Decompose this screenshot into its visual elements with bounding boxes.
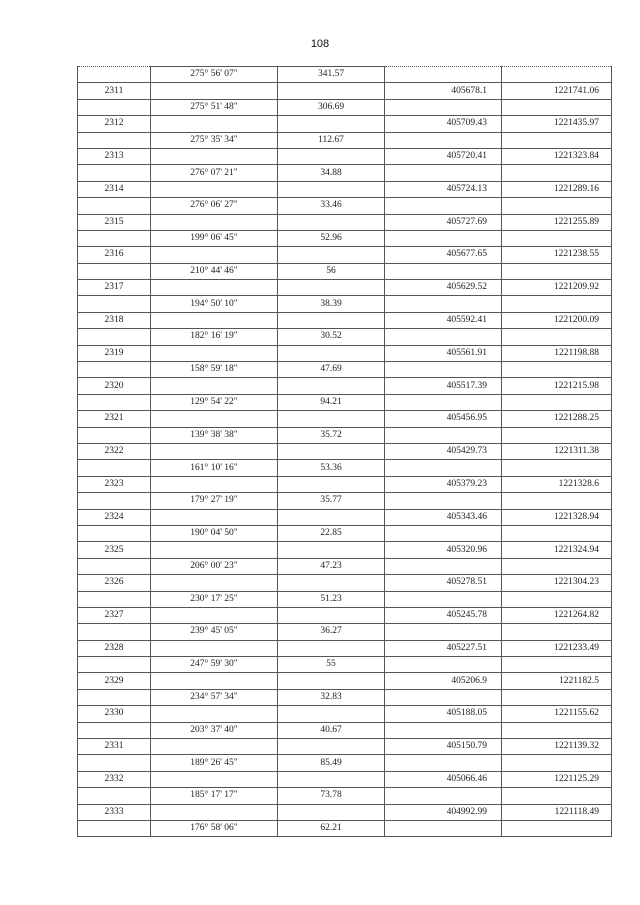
table-row-station: [78, 771, 612, 787]
station-cell: 2330: [78, 706, 151, 722]
northing-cell: 405724.13: [385, 181, 502, 197]
bearing-cell: 158° 59' 18": [151, 362, 278, 378]
station-cell: [78, 296, 151, 312]
bearing-cell: 194° 50' 10": [151, 296, 278, 312]
table-row-station: [78, 476, 612, 492]
station-cell: [78, 657, 151, 673]
table-row-station: [78, 148, 612, 164]
table-row-station: [78, 542, 612, 558]
station-cell: 2318: [78, 312, 151, 328]
table-row-segment: [78, 394, 612, 410]
distance-cell: 35.77: [278, 493, 385, 509]
table-row-station: [78, 116, 612, 132]
northing-cell: [385, 99, 502, 115]
distance-cell: [278, 83, 385, 99]
easting-cell: [502, 657, 612, 673]
station-cell: [78, 820, 151, 836]
station-cell: 2324: [78, 509, 151, 525]
distance-cell: [278, 411, 385, 427]
bearing-cell: 276° 06' 27": [151, 198, 278, 214]
easting-cell: [502, 67, 612, 83]
easting-cell: 1221255.89: [502, 214, 612, 230]
table-row-segment: [78, 296, 612, 312]
station-cell: [78, 460, 151, 476]
table-row-station: [78, 640, 612, 656]
bearing-cell: [151, 509, 278, 525]
bearing-cell: [151, 476, 278, 492]
easting-cell: 1221304.23: [502, 575, 612, 591]
bearing-cell: 185° 17' 17": [151, 788, 278, 804]
table-row-segment: [78, 230, 612, 246]
northing-cell: 405629.52: [385, 280, 502, 296]
northing-cell: [385, 558, 502, 574]
distance-cell: [278, 116, 385, 132]
distance-cell: 52.96: [278, 230, 385, 246]
northing-cell: [385, 493, 502, 509]
station-cell: 2319: [78, 345, 151, 361]
easting-cell: 1221233.49: [502, 640, 612, 656]
distance-cell: [278, 771, 385, 787]
table-row-station: [78, 575, 612, 591]
distance-cell: 51.23: [278, 591, 385, 607]
table-row-station: [78, 673, 612, 689]
station-cell: [78, 558, 151, 574]
distance-cell: [278, 312, 385, 328]
table-row-segment: [78, 525, 612, 541]
bearing-cell: [151, 148, 278, 164]
easting-cell: 1221209.92: [502, 280, 612, 296]
bearing-cell: [151, 673, 278, 689]
station-cell: [78, 132, 151, 148]
table-row-segment: [78, 558, 612, 574]
northing-cell: 405379.23: [385, 476, 502, 492]
station-cell: 2313: [78, 148, 151, 164]
northing-cell: [385, 788, 502, 804]
station-cell: 2325: [78, 542, 151, 558]
bearing-cell: [151, 247, 278, 263]
distance-cell: [278, 804, 385, 820]
northing-cell: 405720.41: [385, 148, 502, 164]
northing-cell: [385, 230, 502, 246]
bearing-cell: [151, 739, 278, 755]
distance-cell: [278, 509, 385, 525]
distance-cell: 30.52: [278, 329, 385, 345]
northing-cell: [385, 198, 502, 214]
distance-cell: 47.69: [278, 362, 385, 378]
table-row-segment: [78, 427, 612, 443]
bearing-cell: 247° 59' 30": [151, 657, 278, 673]
distance-cell: 53.36: [278, 460, 385, 476]
bearing-cell: [151, 575, 278, 591]
table-row-station: [78, 607, 612, 623]
table-row-segment: [78, 788, 612, 804]
easting-cell: [502, 460, 612, 476]
station-cell: 2317: [78, 280, 151, 296]
easting-cell: [502, 362, 612, 378]
page-number: 108: [310, 38, 330, 50]
station-cell: 2321: [78, 411, 151, 427]
northing-cell: [385, 624, 502, 640]
bearing-cell: 179° 27' 19": [151, 493, 278, 509]
easting-cell: 1221323.84: [502, 148, 612, 164]
easting-cell: 1221264.82: [502, 607, 612, 623]
station-cell: [78, 788, 151, 804]
table-row-station: [78, 378, 612, 394]
northing-cell: 405066.46: [385, 771, 502, 787]
bearing-cell: 190° 04' 50": [151, 525, 278, 541]
station-cell: [78, 198, 151, 214]
easting-cell: 1221435.97: [502, 116, 612, 132]
distance-cell: [278, 476, 385, 492]
table-row-station: [78, 181, 612, 197]
table-row-segment: [78, 460, 612, 476]
easting-cell: 1221238.55: [502, 247, 612, 263]
table-row-station: [78, 247, 612, 263]
distance-cell: 35.72: [278, 427, 385, 443]
northing-cell: [385, 657, 502, 673]
bearing-cell: 161° 10' 16": [151, 460, 278, 476]
bearing-cell: [151, 542, 278, 558]
bearing-cell: [151, 411, 278, 427]
distance-cell: [278, 247, 385, 263]
bearing-cell: 275° 56' 07": [151, 67, 278, 83]
northing-cell: 405343.46: [385, 509, 502, 525]
station-cell: 2322: [78, 443, 151, 459]
table-row-segment: [78, 99, 612, 115]
station-cell: 2329: [78, 673, 151, 689]
bearing-cell: 210° 44' 46": [151, 263, 278, 279]
distance-cell: [278, 148, 385, 164]
northing-cell: [385, 394, 502, 410]
station-cell: 2311: [78, 83, 151, 99]
easting-cell: [502, 99, 612, 115]
northing-cell: 404992.99: [385, 804, 502, 820]
table-row-station: [78, 345, 612, 361]
distance-cell: [278, 607, 385, 623]
table-row-station: [78, 739, 612, 755]
table-row-segment: [78, 165, 612, 181]
table-row-segment: [78, 329, 612, 345]
station-cell: [78, 99, 151, 115]
table-row-station: [78, 706, 612, 722]
easting-cell: 1221125.29: [502, 771, 612, 787]
distance-cell: 341.57: [278, 67, 385, 83]
easting-cell: 1221155.62: [502, 706, 612, 722]
bearing-cell: 276° 07' 21": [151, 165, 278, 181]
easting-cell: [502, 755, 612, 771]
bearing-cell: [151, 771, 278, 787]
station-cell: [78, 230, 151, 246]
station-cell: [78, 394, 151, 410]
distance-cell: [278, 214, 385, 230]
table-row-segment: [78, 591, 612, 607]
distance-cell: 36.27: [278, 624, 385, 640]
station-cell: 2320: [78, 378, 151, 394]
bearing-cell: 239° 45' 05": [151, 624, 278, 640]
easting-cell: 1221200.09: [502, 312, 612, 328]
distance-cell: 40.67: [278, 722, 385, 738]
table-row-station: [78, 280, 612, 296]
bearing-cell: [151, 345, 278, 361]
easting-cell: [502, 296, 612, 312]
table-row-segment: [78, 755, 612, 771]
table-row-segment: [78, 689, 612, 705]
easting-cell: [502, 263, 612, 279]
station-cell: [78, 525, 151, 541]
northing-cell: [385, 460, 502, 476]
northing-cell: 405709.43: [385, 116, 502, 132]
station-cell: [78, 493, 151, 509]
easting-cell: [502, 591, 612, 607]
distance-cell: [278, 706, 385, 722]
northing-cell: [385, 362, 502, 378]
northing-cell: [385, 67, 502, 83]
distance-cell: 73.78: [278, 788, 385, 804]
distance-cell: 55: [278, 657, 385, 673]
northing-cell: 405561.91: [385, 345, 502, 361]
bearing-cell: [151, 312, 278, 328]
northing-cell: 405227.51: [385, 640, 502, 656]
table-row-station: [78, 411, 612, 427]
station-cell: 2327: [78, 607, 151, 623]
table-row-segment: [78, 657, 612, 673]
bearing-cell: [151, 443, 278, 459]
table-row-segment: [78, 132, 612, 148]
easting-cell: [502, 820, 612, 836]
station-cell: 2328: [78, 640, 151, 656]
northing-cell: [385, 132, 502, 148]
distance-cell: 22.85: [278, 525, 385, 541]
easting-cell: [502, 689, 612, 705]
distance-cell: [278, 575, 385, 591]
station-cell: [78, 624, 151, 640]
easting-cell: [502, 558, 612, 574]
table-row-station: [78, 312, 612, 328]
northing-cell: [385, 296, 502, 312]
bearing-cell: [151, 706, 278, 722]
easting-cell: [502, 132, 612, 148]
table-row-segment: [78, 362, 612, 378]
easting-cell: 1221741.06: [502, 83, 612, 99]
table-row-station: [78, 83, 612, 99]
easting-cell: 1221328.6: [502, 476, 612, 492]
station-cell: [78, 591, 151, 607]
station-cell: [78, 722, 151, 738]
northing-cell: 405592.41: [385, 312, 502, 328]
table-row-segment: [78, 493, 612, 509]
bearing-cell: [151, 804, 278, 820]
bearing-cell: 189° 26' 45": [151, 755, 278, 771]
station-cell: 2332: [78, 771, 151, 787]
distance-cell: 56: [278, 263, 385, 279]
station-cell: 2312: [78, 116, 151, 132]
distance-cell: 33.46: [278, 198, 385, 214]
northing-cell: [385, 263, 502, 279]
easting-cell: [502, 198, 612, 214]
table-row-segment: [78, 67, 612, 83]
distance-cell: 62.21: [278, 820, 385, 836]
distance-cell: [278, 542, 385, 558]
northing-cell: [385, 427, 502, 443]
station-cell: 2315: [78, 214, 151, 230]
bearing-cell: 129° 54' 22": [151, 394, 278, 410]
easting-cell: 1221311.38: [502, 443, 612, 459]
distance-cell: [278, 443, 385, 459]
bearing-cell: 182° 16' 19": [151, 329, 278, 345]
table-row-segment: [78, 263, 612, 279]
bearing-cell: 199° 06' 45": [151, 230, 278, 246]
table-row-station: [78, 443, 612, 459]
easting-cell: 1221215.98: [502, 378, 612, 394]
northing-cell: 405677.65: [385, 247, 502, 263]
easting-cell: 1221289.16: [502, 181, 612, 197]
distance-cell: [278, 673, 385, 689]
bearing-cell: [151, 83, 278, 99]
distance-cell: 94.21: [278, 394, 385, 410]
northing-cell: 405429.73: [385, 443, 502, 459]
easting-cell: [502, 525, 612, 541]
easting-cell: [502, 394, 612, 410]
bearing-cell: 275° 51' 48": [151, 99, 278, 115]
table-row-segment: [78, 722, 612, 738]
northing-cell: 405150.79: [385, 739, 502, 755]
station-cell: 2323: [78, 476, 151, 492]
station-cell: [78, 755, 151, 771]
northing-cell: [385, 165, 502, 181]
northing-cell: 405456.95: [385, 411, 502, 427]
bearing-cell: 275° 35' 34": [151, 132, 278, 148]
northing-cell: [385, 689, 502, 705]
northing-cell: [385, 755, 502, 771]
station-cell: [78, 427, 151, 443]
easting-cell: [502, 230, 612, 246]
table-row-segment: [78, 820, 612, 836]
distance-cell: [278, 181, 385, 197]
table-row-segment: [78, 624, 612, 640]
northing-cell: 405188.05: [385, 706, 502, 722]
easting-cell: [502, 165, 612, 181]
distance-cell: [278, 345, 385, 361]
easting-cell: 1221198.88: [502, 345, 612, 361]
distance-cell: [278, 640, 385, 656]
distance-cell: 306.69: [278, 99, 385, 115]
bearing-cell: 203° 37' 40": [151, 722, 278, 738]
northing-cell: 405727.69: [385, 214, 502, 230]
easting-cell: [502, 624, 612, 640]
northing-cell: 405206.9: [385, 673, 502, 689]
bearing-cell: 234° 57' 34": [151, 689, 278, 705]
easting-cell: 1221328.94: [502, 509, 612, 525]
table-row-station: [78, 509, 612, 525]
table-row-segment: [78, 198, 612, 214]
bearing-cell: 230° 17' 25": [151, 591, 278, 607]
distance-cell: 32.83: [278, 689, 385, 705]
station-cell: [78, 689, 151, 705]
bearing-cell: 139° 38' 38": [151, 427, 278, 443]
station-cell: [78, 165, 151, 181]
distance-cell: 85.49: [278, 755, 385, 771]
northing-cell: [385, 722, 502, 738]
easting-cell: 1221118.49: [502, 804, 612, 820]
bearing-cell: [151, 280, 278, 296]
northing-cell: 405245.78: [385, 607, 502, 623]
station-cell: 2316: [78, 247, 151, 263]
easting-cell: 1221324.94: [502, 542, 612, 558]
easting-cell: 1221182.5: [502, 673, 612, 689]
bearing-cell: 206° 00' 23": [151, 558, 278, 574]
table-row-station: [78, 804, 612, 820]
easting-cell: 1221288.25: [502, 411, 612, 427]
northing-cell: 405320.96: [385, 542, 502, 558]
bearing-cell: [151, 116, 278, 132]
station-cell: [78, 263, 151, 279]
distance-cell: [278, 280, 385, 296]
northing-cell: 405678.1: [385, 83, 502, 99]
easting-cell: [502, 722, 612, 738]
easting-cell: [502, 427, 612, 443]
northing-cell: 405278.51: [385, 575, 502, 591]
easting-cell: [502, 788, 612, 804]
distance-cell: 38.39: [278, 296, 385, 312]
easting-cell: [502, 493, 612, 509]
station-cell: [78, 329, 151, 345]
distance-cell: [278, 378, 385, 394]
station-cell: [78, 67, 151, 83]
bearing-cell: [151, 607, 278, 623]
station-cell: 2326: [78, 575, 151, 591]
distance-cell: 34.88: [278, 165, 385, 181]
distance-cell: 112.67: [278, 132, 385, 148]
northing-cell: 405517.39: [385, 378, 502, 394]
distance-cell: 47.23: [278, 558, 385, 574]
bearing-cell: [151, 378, 278, 394]
station-cell: 2331: [78, 739, 151, 755]
easting-cell: 1221139.32: [502, 739, 612, 755]
bearing-cell: [151, 214, 278, 230]
northing-cell: [385, 525, 502, 541]
table-row-station: [78, 214, 612, 230]
bearing-cell: [151, 181, 278, 197]
station-cell: [78, 362, 151, 378]
station-cell: 2333: [78, 804, 151, 820]
easting-cell: [502, 329, 612, 345]
station-cell: 2314: [78, 181, 151, 197]
bearing-cell: 176° 58' 06": [151, 820, 278, 836]
northing-cell: [385, 329, 502, 345]
northing-cell: [385, 820, 502, 836]
bearing-cell: [151, 640, 278, 656]
northing-cell: [385, 591, 502, 607]
survey-coordinates-table: [77, 66, 612, 837]
survey-table-body: [78, 67, 612, 837]
distance-cell: [278, 739, 385, 755]
